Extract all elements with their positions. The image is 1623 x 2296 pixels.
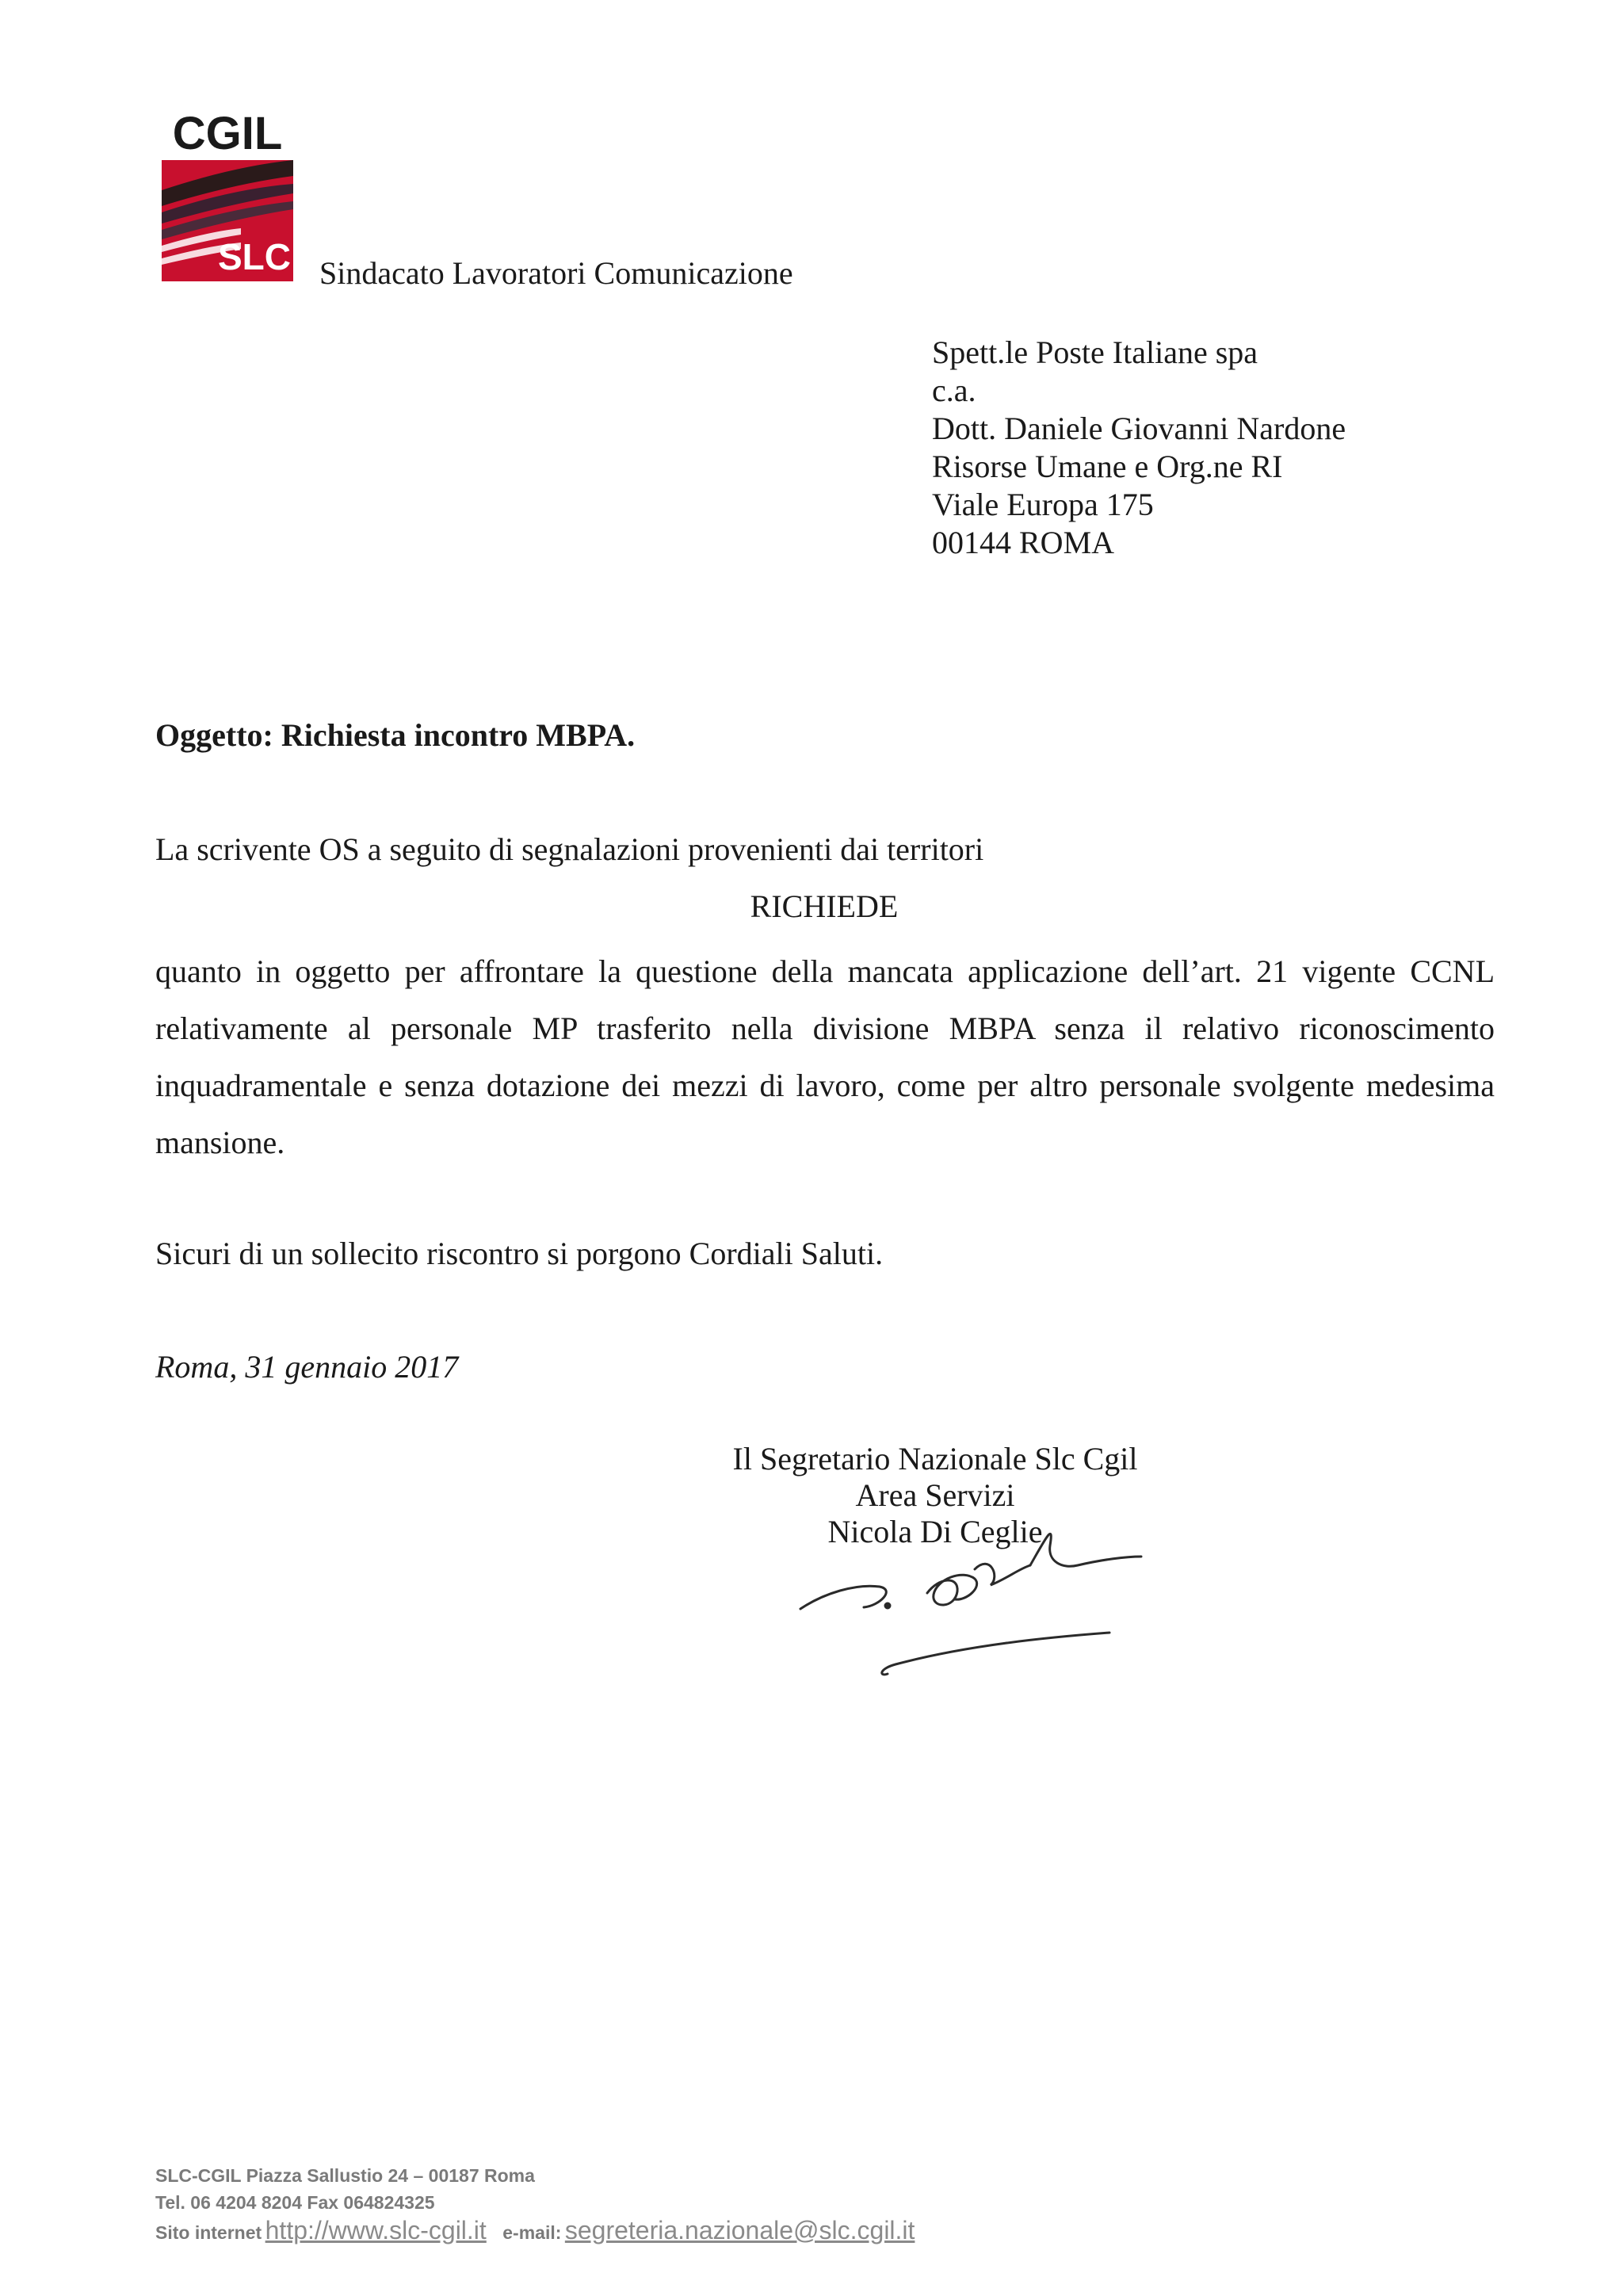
recipient-line: Dott. Daniele Giovanni Nardone [932, 411, 1346, 446]
recipient-line: c.a. [932, 372, 976, 408]
svg-text:CGIL: CGIL [172, 111, 283, 159]
recipient-line: 00144 ROMA [932, 525, 1115, 560]
footer-website-label: Sito internet [155, 2222, 262, 2243]
letter-subject: Oggetto: Richiesta incontro MBPA. [155, 717, 636, 753]
letter-intro: La scrivente OS a seguito di segnalazioni provenienti dai territori [155, 831, 984, 867]
footer-website-link[interactable]: http://www.slc-cgil.it [265, 2216, 487, 2244]
letter-date: Roma, 31 gennaio 2017 [155, 1349, 459, 1385]
footer-email-label: e-mail: [502, 2222, 562, 2243]
letter-body: quanto in oggetto per affrontare la questione della mancata applicazione dell’art. 21 vigente CCNL relativamente al personale MP trasferito nella divisione MBPA senza il relativo riconoscimento inquadramentale e senza dotazione dei mezzi di lavoro, come per altro personale svolgente medesima mansione. [155, 953, 1495, 1160]
recipient-line: Spett.le Poste Italiane spa [932, 334, 1258, 370]
signatory-title: Il Segretario Nazionale Slc Cgil [732, 1441, 1138, 1477]
footer-phone: Tel. 06 4204 8204 Fax 064824325 [155, 2192, 435, 2213]
organization-name: Sindacato Lavoratori Comunicazione [319, 255, 793, 291]
letter-request-heading: RICHIEDE [750, 888, 899, 924]
signatory-area: Area Servizi [855, 1477, 1015, 1513]
footer-address: SLC-CGIL Piazza Sallustio 24 – 00187 Roma [155, 2165, 535, 2186]
recipient-address [932, 334, 1346, 562]
footer-email-link[interactable]: segreteria.nazionale@slc.cgil.it [564, 2216, 915, 2244]
svg-text:SLC: SLC [218, 236, 291, 277]
signatory-name: Nicola Di Ceglie [827, 1514, 1043, 1549]
recipient-line: Risorse Umane e Org.ne RI [932, 449, 1283, 484]
letter-closing: Sicuri di un sollecito riscontro si porgono Cordiali Saluti. [155, 1236, 884, 1271]
recipient-line: Viale Europa 175 [932, 487, 1154, 522]
handwritten-signature [792, 1490, 1157, 1688]
letterhead-footer [155, 2162, 915, 2245]
cgil-slc-logo [162, 111, 293, 281]
